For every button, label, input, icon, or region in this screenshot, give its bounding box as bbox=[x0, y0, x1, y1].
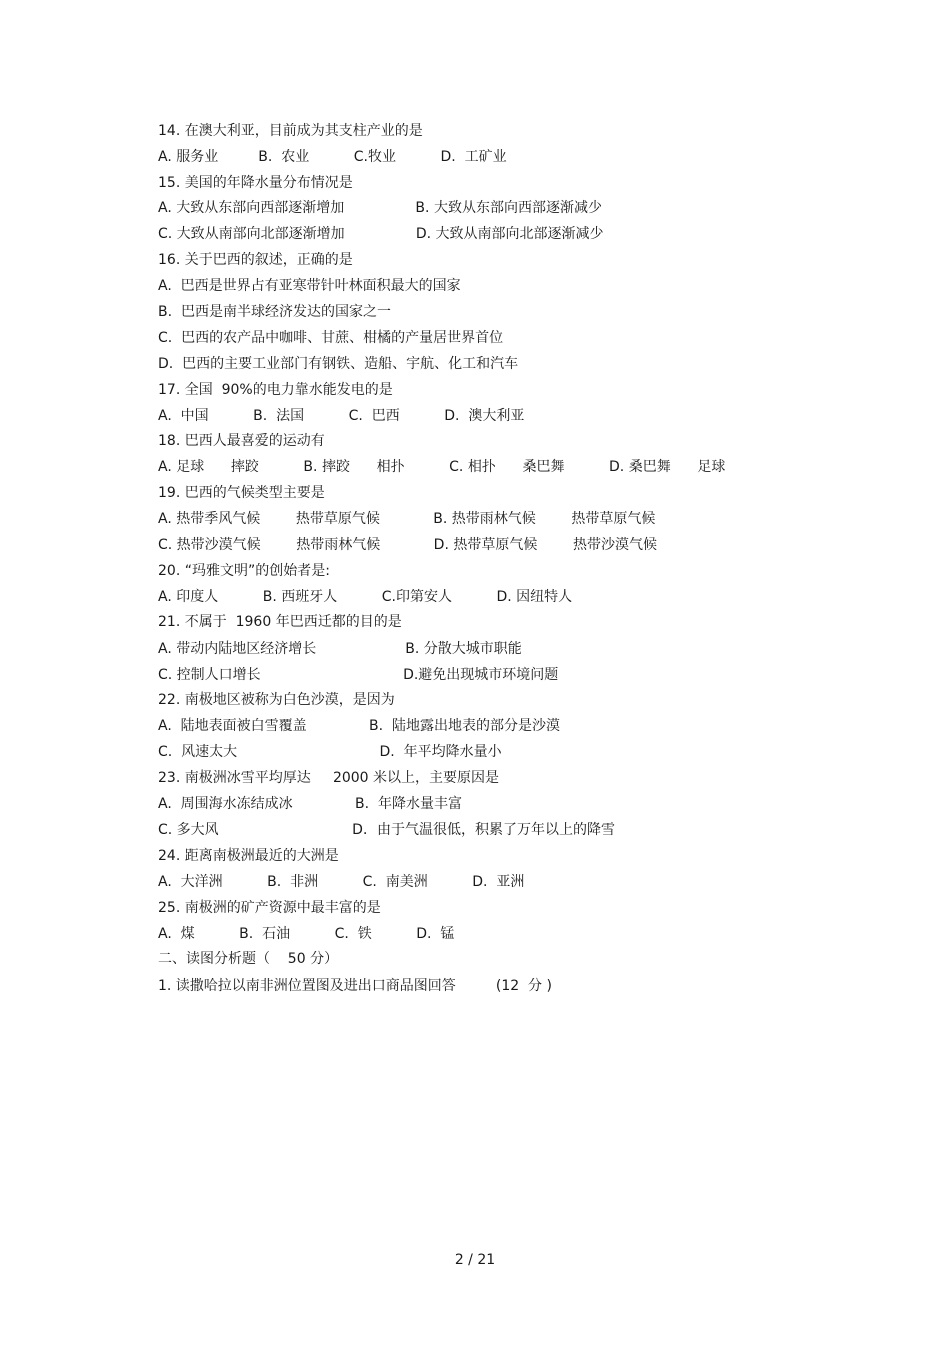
section-heading: 二、读图分析题（ 50 分） bbox=[158, 951, 339, 967]
question-18-options: A. 足球 摔跤 B. 摔跤 相扑 C. 相扑 桑巴舞 D. 桑巴舞 足球 bbox=[158, 459, 726, 475]
analysis-question-1: 1. 读撒哈拉以南非洲位置图及进出口商品图回答 (12 分 ) bbox=[158, 978, 552, 994]
question-16: 16. 关于巴西的叙述，正确的是 bbox=[158, 252, 353, 268]
question-22-options-ab: A. 陆地表面被白雪覆盖 B. 陆地露出地表的部分是沙漠 bbox=[158, 718, 560, 734]
question-16-option-b: B. 巴西是南半球经济发达的国家之一 bbox=[158, 304, 391, 320]
question-16-option-a: A. 巴西是世界占有亚寒带针叶林面积最大的国家 bbox=[158, 278, 461, 294]
question-23-options-cd: C. 多大风 D．由于气温很低，积累了万年以上的降雪 bbox=[158, 822, 615, 838]
question-19-options-cd: C. 热带沙漠气候 热带雨林气候 D. 热带草原气候 热带沙漠气候 bbox=[158, 537, 657, 553]
question-25: 25. 南极洲的矿产资源中最丰富的是 bbox=[158, 900, 381, 916]
question-24-options: A. 大洋洲 B. 非洲 C. 南美洲 D. 亚洲 bbox=[158, 874, 525, 890]
question-22-options-cd: C. 风速太大 D. 年平均降水量小 bbox=[158, 744, 502, 760]
question-15-options-cd: C. 大致从南部向北部逐渐增加 D. 大致从南部向北部逐渐减少 bbox=[158, 226, 604, 242]
question-14-options: A. 服务业 B. 农业 C.牧业 D. 工矿业 bbox=[158, 149, 507, 165]
question-14: 14. 在澳大利亚，目前成为其支柱产业的是 bbox=[158, 123, 423, 139]
question-19-options-ab: A. 热带季风气候 热带草原气候 B. 热带雨林气候 热带草原气候 bbox=[158, 511, 656, 527]
question-24: 24. 距离南极洲最近的大洲是 bbox=[158, 848, 339, 864]
question-19: 19. 巴西的气候类型主要是 bbox=[158, 485, 325, 501]
question-22: 22. 南极地区被称为白色沙漠，是因为 bbox=[158, 692, 395, 708]
question-15: 15. 美国的年降水量分布情况是 bbox=[158, 175, 353, 191]
question-21-options-ab: A. 带动内陆地区经济增长 B. 分散大城市职能 bbox=[158, 641, 522, 657]
question-17: 17. 全国 90%的电力靠水能发电的是 bbox=[158, 382, 393, 398]
question-18: 18. 巴西人最喜爱的运动有 bbox=[158, 433, 325, 449]
question-23-options-ab: A. 周围海水冻结成冰 B. 年降水量丰富 bbox=[158, 796, 462, 812]
question-15-options-ab: A. 大致从东部向西部逐渐增加 B. 大致从东部向西部逐渐减少 bbox=[158, 200, 602, 216]
question-20-options: A. 印度人 B. 西班牙人 C.印第安人 D. 因纽特人 bbox=[158, 589, 573, 605]
question-25-options: A. 煤 B. 石油 C. 铁 D. 锰 bbox=[158, 926, 455, 942]
question-20: 20. “玛雅文明”的创始者是: bbox=[158, 563, 330, 579]
question-21-options-cd: C. 控制人口增长 D.避免出现城市环境问题 bbox=[158, 667, 559, 683]
question-23: 23. 南极洲冰雪平均厚达 2000 米以上，主要原因是 bbox=[158, 770, 500, 786]
question-16-option-d: D. 巴西的主要工业部门有钢铁、造船、宇航、化工和汽车 bbox=[158, 356, 519, 372]
question-21: 21. 不属于 1960 年巴西迁都的目的是 bbox=[158, 614, 402, 630]
question-16-option-c: C. 巴西的农产品中咖啡、甘蔗、柑橘的产量居世界首位 bbox=[158, 330, 504, 346]
question-17-options: A. 中国 B. 法国 C. 巴西 D. 澳大利亚 bbox=[158, 408, 525, 424]
page-number: 2 / 21 bbox=[454, 1252, 496, 1268]
